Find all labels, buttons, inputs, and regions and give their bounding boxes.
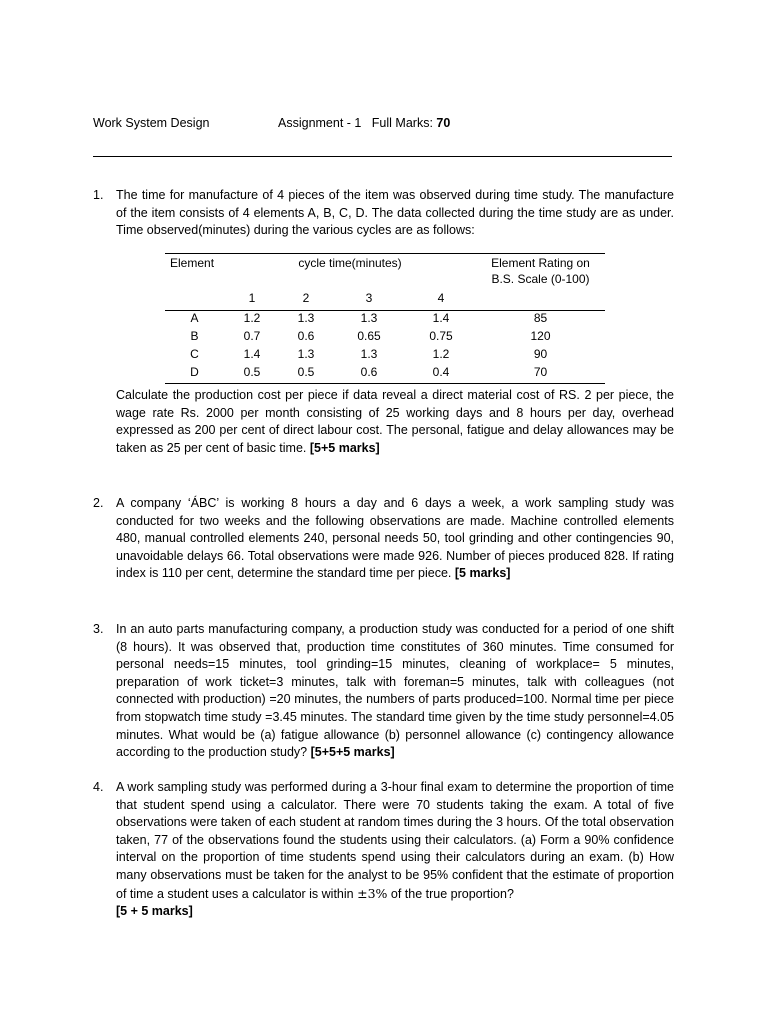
element-cell: B (190, 328, 199, 343)
time-cell: 0.4 (432, 365, 450, 380)
cycle-time-column-header: cycle time(minutes) (298, 256, 402, 270)
question-text: Calculate the production cost per piece if data reveal a direct material cost of RS. 2 per piece, the wage rate Rs. 2000 per month consisting of 25 working days and 8 hours per day, overhead expressed as 200 per cent of direct labour cost. The personal, fatigue and delay allowances may be taken as 25 per cent of basic time. (116, 388, 674, 455)
time-cell: 1.2 (243, 310, 261, 325)
element-cell: C (190, 346, 199, 361)
time-cell: 1.2 (432, 346, 450, 361)
rating-cell: 85 (533, 310, 548, 325)
time-cell: 0.6 (297, 328, 315, 343)
question-4 (93, 779, 674, 921)
question-text: In an auto parts manufacturing company, a production study was conducted for a period of one shift (8 hours). It was observed that, production time constitutes of 360 minutes. Time consumed for personal needs=15 minutes, tool grinding=15 minutes, cleaning of workplace= 5 minutes, preparation of work ticket=3 minutes, talk with foreman=5 minutes, talk with colleagues (not connected with production) =20 minutes, the numbers of parts produced=100. Normal time per piece from stopwatch time study =3.45 minutes. The standard time given by the time study personnel=4.05 minutes. What would be (a) fatigue allowance (b) personnel allowance (c) contingency allowance according to the production study? (116, 622, 674, 760)
header-divider (93, 156, 672, 157)
time-cell: 0.65 (357, 328, 381, 343)
table-header-row (165, 254, 605, 274)
table-row (165, 347, 605, 365)
question-text: A company ‘ÁBC’ is working 8 hours a day and 6 days a week, a work sampling study was conducted for two weeks and the following observations are made. Machine controlled elements 480, manual controlled elements 240, personal needs 50, tool grinding and other contingencies 90, unavoidable delays 66. Total observations were made 926. Number of pieces produced 828. If rating index is 110 per cent, determine the standard time per piece. (116, 496, 674, 581)
question-2 (93, 495, 674, 583)
question-1-intro: The time for manufacture of 4 pieces of the item was observed during time study. The manufacture of the item consists of 4 elements A, B, C, D. The data collected during the time study are as under. Time observed(minutes) during the various cycles are as follows: (116, 188, 674, 238)
rating-column-header: Element Rating on B.S. Scale (0-100) (491, 256, 590, 286)
cycle-number-row (165, 291, 605, 310)
table-row (165, 310, 605, 329)
question-3 (93, 621, 674, 762)
time-cell: 1.4 (243, 346, 261, 361)
cycle-number: 4 (437, 291, 445, 306)
course-title: Work System Design (93, 116, 210, 130)
time-cell: 0.5 (297, 365, 315, 380)
marks-label: [5 + 5 marks] (116, 904, 193, 919)
cycle-number: 1 (248, 291, 256, 306)
question-number: 1. (93, 188, 104, 202)
time-cell: 1.4 (432, 310, 450, 325)
question-number: 2. (93, 496, 104, 510)
question-1 (93, 187, 674, 240)
marks-label: [5+5+5 marks] (310, 745, 395, 760)
rating-cell: 90 (533, 346, 548, 361)
full-marks-label: Full Marks: (371, 116, 433, 130)
table-row (165, 329, 605, 347)
time-cell: 0.7 (243, 328, 261, 343)
assignment-label: Assignment - 1 (278, 116, 362, 130)
question-number: 4. (93, 780, 104, 794)
marks-label: [5+5 marks] (309, 440, 380, 455)
full-marks-value: 70 (436, 116, 451, 130)
marks-label: [5 marks] (454, 566, 511, 581)
time-cell: 0.5 (243, 365, 261, 380)
element-cell: D (190, 365, 199, 380)
time-cell: 1.3 (360, 346, 378, 361)
table-row (165, 365, 605, 384)
assignment-heading (278, 116, 450, 130)
rating-cell: 120 (530, 328, 551, 343)
time-cell: 0.6 (360, 365, 378, 380)
question-1-task (93, 387, 674, 457)
time-cell: 1.3 (297, 310, 315, 325)
rating-cell: 70 (533, 365, 548, 380)
question-text: A work sampling study was performed during a 3-hour final exam to determine the proportion of time that student spend using a calculator. There were 70 students taking the exam. A total of five observations were taken of each student at random times during the 3 hours. Of the total observation taken, 77 of the observations found the students using their calculators. (a) Form a 90% confidence interval on the proportion of time students spend using their calculators during an exam. (b) How many observations must be taken for the analyst to be 95% confident that the estimate of proportion of time a student uses a calculator is within (116, 780, 674, 901)
cycle-time-table (165, 253, 605, 384)
element-cell: A (190, 310, 199, 325)
cycle-number: 3 (365, 291, 373, 306)
time-cell: 1.3 (297, 346, 315, 361)
time-cell: 1.3 (360, 310, 378, 325)
element-column-header: Element (170, 256, 215, 270)
tolerance-value: ±3% (357, 885, 388, 901)
question-number: 3. (93, 622, 104, 636)
question-text-end: of the true proportion? (390, 886, 514, 901)
time-cell: 0.75 (429, 328, 453, 343)
cycle-number: 2 (302, 291, 310, 306)
